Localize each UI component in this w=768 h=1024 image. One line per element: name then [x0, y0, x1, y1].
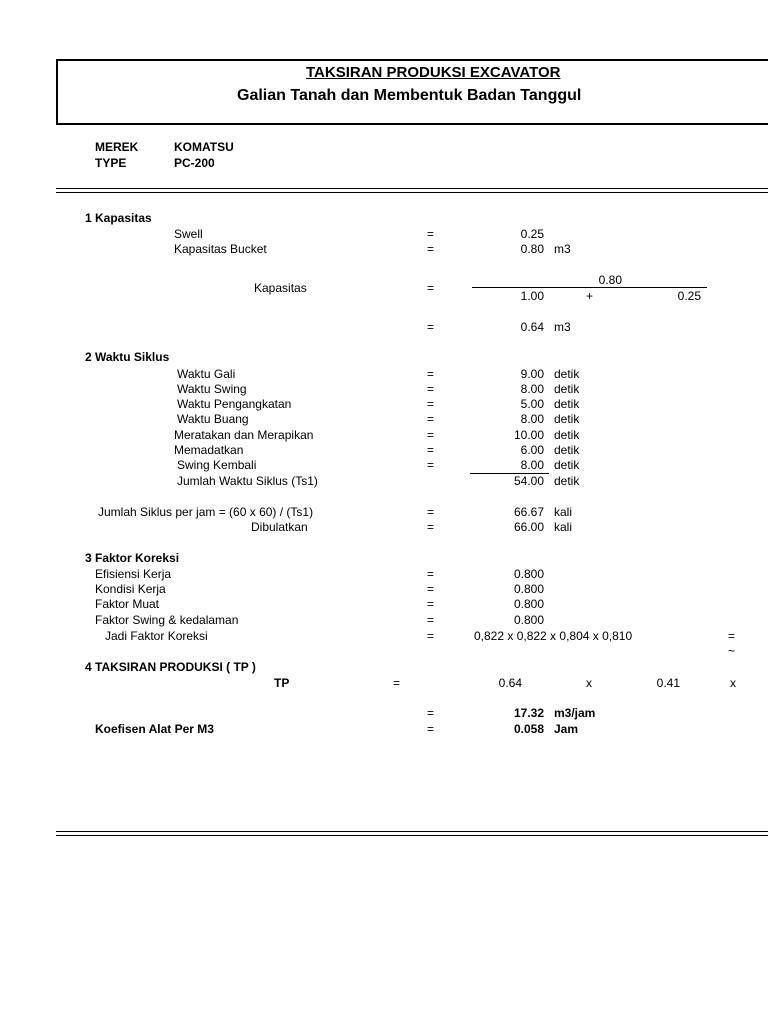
section3-heading: 3 Faktor Koreksi [85, 551, 180, 565]
swell-eq: = [427, 227, 435, 241]
bucket-value: 0.80 [520, 242, 544, 256]
jumlah-siklus-label: Jumlah Siklus per jam = (60 x 60) / (Ts1) [98, 505, 314, 519]
cycle-row-label: Meratakan dan Merapikan [174, 428, 314, 442]
denominator-left: 1.00 [520, 289, 544, 303]
kapasitas-result-eq: = [427, 320, 435, 334]
dibulatkan-value: 66.00 [513, 520, 544, 534]
merek-value: KOMATSU [174, 140, 234, 154]
faktor-row-eq: = [427, 597, 435, 611]
cycle-row-unit: detik [554, 412, 580, 426]
tp-value-1: 0.64 [498, 676, 522, 690]
cycle-total-value: 54.00 [513, 474, 544, 488]
cycle-total-unit: detik [554, 474, 580, 488]
cycle-row-value: 8.00 [520, 458, 544, 472]
cycle-row-label: Swing Kembali [177, 458, 257, 472]
faktor-row-value: 0.800 [513, 567, 544, 581]
section1-heading: 1 Kapasitas [85, 211, 152, 225]
bucket-eq: = [427, 242, 435, 256]
tp-result-value: 17.32 [513, 706, 544, 720]
cycle-row-eq: = [427, 367, 435, 381]
cycle-row-value: 6.00 [520, 443, 544, 457]
denominator-op: + [586, 289, 594, 303]
cycle-row-label: Waktu Swing [177, 382, 247, 396]
faktor-row-value: 0.800 [513, 582, 544, 596]
cycle-row-unit: detik [554, 443, 580, 457]
tp-value-2: 0.41 [656, 676, 680, 690]
merek-label: MEREK [95, 140, 139, 154]
dibulatkan-eq: = [427, 520, 435, 534]
cycle-row-unit: detik [554, 428, 580, 442]
cycle-row-value: 9.00 [520, 367, 544, 381]
jadi-faktor-label: Jadi Faktor Koreksi [105, 629, 208, 643]
cycle-row-eq: = [427, 382, 435, 396]
faktor-row-label: Efisiensi Kerja [95, 567, 172, 581]
tp-result-eq: = [427, 706, 435, 720]
koefisien-label: Koefisen Alat Per M3 [95, 722, 214, 736]
section4-heading: 4 TAKSIRAN PRODUKSI ( TP ) [85, 660, 256, 674]
cycle-row-value: 10.00 [513, 428, 544, 442]
section2-heading: 2 Waktu Siklus [85, 350, 170, 364]
page-subtitle: Galian Tanah dan Membentuk Badan Tanggul [237, 87, 582, 104]
cycle-row-eq: = [427, 443, 435, 457]
faktor-row-value: 0.800 [513, 613, 544, 627]
cycle-row-label: Waktu Pengangkatan [177, 397, 292, 411]
faktor-row-value: 0.800 [513, 597, 544, 611]
bucket-unit: m3 [554, 242, 571, 256]
kapasitas-result-unit: m3 [554, 320, 571, 334]
kapasitas-label: Kapasitas [254, 281, 307, 295]
tp-times-1: x [586, 676, 592, 690]
cycle-row-label: Waktu Buang [177, 412, 249, 426]
koefisien-value: 0.058 [513, 722, 544, 736]
fraction-numerator: 0.80 [598, 273, 622, 287]
faktor-row-eq: = [427, 582, 435, 596]
separator-bottom [56, 831, 768, 836]
jumlah-siklus-eq: = [427, 505, 435, 519]
type-label: TYPE [95, 156, 127, 170]
tp-label: TP [274, 676, 290, 690]
cycle-row-label: Waktu Gali [177, 367, 236, 381]
cycle-row-eq: = [427, 412, 435, 426]
cycle-row-value: 8.00 [520, 412, 544, 426]
faktor-row-label: Faktor Muat [95, 597, 160, 611]
kapasitas-result-value: 0.64 [520, 320, 544, 334]
cycle-row-eq: = [427, 397, 435, 411]
tp-result-unit: m3/jam [554, 706, 596, 720]
cycle-row-eq: = [427, 428, 435, 442]
cycle-row-unit: detik [554, 367, 580, 381]
swell-label: Swell [174, 227, 203, 241]
tp-times-2: x [730, 676, 736, 690]
jadi-faktor-eq: = [427, 629, 435, 643]
fraction-bar [472, 287, 707, 288]
koefisien-eq: = [427, 722, 435, 736]
type-value: PC-200 [174, 156, 215, 170]
cycle-row-unit: detik [554, 458, 580, 472]
separator-top [56, 188, 768, 193]
page-title: TAKSIRAN PRODUKSI EXCAVATOR [306, 64, 561, 81]
cycle-row-eq: = [427, 458, 435, 472]
tp-eq: = [393, 676, 401, 690]
jadi-faktor-value: 0,822 x 0,822 x 0,804 x 0,810 [474, 629, 633, 643]
faktor-row-label: Kondisi Kerja [95, 582, 166, 596]
cycle-row-value: 5.00 [520, 397, 544, 411]
kapasitas-eq: = [427, 281, 435, 295]
koefisien-unit: Jam [554, 722, 579, 736]
jadi-faktor-eq2: = [728, 629, 736, 643]
cycle-total-label: Jumlah Waktu Siklus (Ts1) [177, 474, 318, 488]
cycle-row-unit: detik [554, 397, 580, 411]
denominator-right: 0.25 [677, 289, 701, 303]
swell-value: 0.25 [520, 227, 544, 241]
bucket-label: Kapasitas Bucket [174, 242, 267, 256]
jumlah-siklus-value: 66.67 [513, 505, 544, 519]
faktor-row-eq: = [427, 613, 435, 627]
cycle-row-label: Memadatkan [174, 443, 244, 457]
faktor-row-label: Faktor Swing & kedalaman [95, 613, 239, 627]
dibulatkan-unit: kali [554, 520, 573, 534]
dibulatkan-label: Dibulatkan [251, 520, 308, 534]
jumlah-siklus-unit: kali [554, 505, 573, 519]
faktor-row-eq: = [427, 567, 435, 581]
jadi-faktor-tilde: ~ [728, 644, 736, 658]
cycle-row-unit: detik [554, 382, 580, 396]
cycle-row-value: 8.00 [520, 382, 544, 396]
